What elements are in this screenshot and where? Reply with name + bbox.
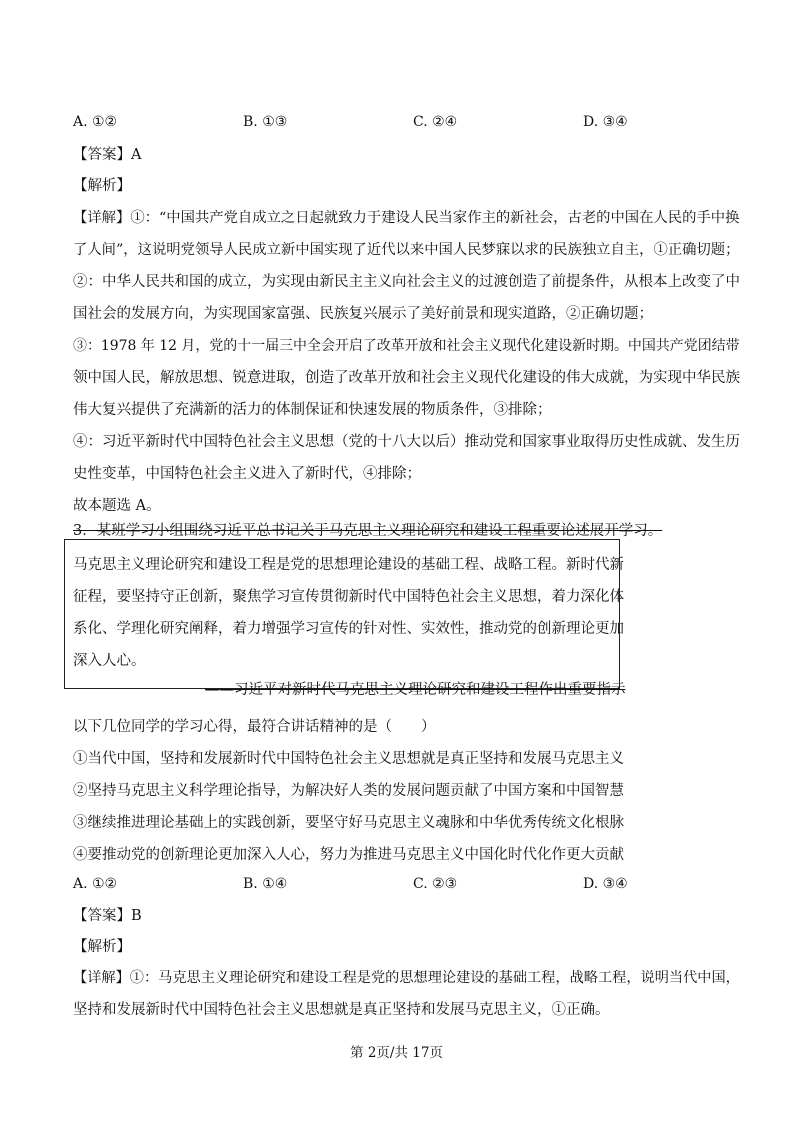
q2-detail-line: ④：习近平新时代中国特色社会主义思想（党的十八大以后）推动党和国家事业取得历史性成就、发生历 xyxy=(73,434,740,450)
q3-statement: ①当代中国，坚持和发展新时代中国特色社会主义思想就是真正坚持和发展马克思主义 xyxy=(73,751,624,767)
q2-detail-line: ③：1978 年 12 月，党的十一届三中全会开启了改革开放和社会主义现代化建设新时期。中国共产党团结带 xyxy=(73,338,740,354)
q2-detail-line: 史性变革，中国特色社会主义进入了新时代，④排除； xyxy=(73,466,421,482)
q2-detail-line: 国社会的发展方向，为实现国家富强、民族复兴展示了美好前景和现实道路，②正确切题； xyxy=(73,306,653,322)
q2-detail-line: ②：中华人民共和国的成立，为实现由新民主主义向社会主义的过渡创造了前提条件，从根本上改变了中 xyxy=(73,274,740,290)
quote-source: ——习近平对新时代马克思主义理论研究和建设工程作出重要指示 xyxy=(205,682,626,698)
q2-analysis-label: 【解析】 xyxy=(73,178,131,194)
q3-option-c: C. ②③ xyxy=(413,876,458,892)
q2-option-b: B. ①③ xyxy=(243,114,288,130)
q3-statement: ③继续推进理论基础上的实践创新，要坚守好马克思主义魂脉和中华优秀传统文化根脉 xyxy=(73,815,624,831)
q2-option-a: A. ①② xyxy=(73,114,118,130)
q2-detail-line: 领中国人民，解放思想、锐意进取，创造了改革开放和社会主义现代化建设的伟大成就，为实现中华民族 xyxy=(73,370,740,386)
q2-detail-line: 了人间”，这说明党领导人民成立新中国实现了近代以来中国人民梦寐以求的民族独立自主，①正确切题； xyxy=(73,242,740,258)
q3-option-b: B. ①④ xyxy=(243,876,288,892)
quote-line: 深入人心。 xyxy=(73,653,146,669)
q3-analysis-label: 【解析】 xyxy=(73,939,131,955)
q3-statement: ④要推动党的创新理论更加深入人心，努力为推进马克思主义中国化时代化作更大贡献 xyxy=(73,847,624,863)
q2-options xyxy=(73,114,673,134)
q3-detail-line: 【详解】①：马克思主义理论研究和建设工程是党的思想理论建设的基础工程，战略工程，说明当代中国， xyxy=(73,970,740,986)
q2-option-d: D. ③④ xyxy=(583,114,628,130)
q3-question: 以下几位同学的学习心得，最符合讲话精神的是（ ） xyxy=(73,719,436,735)
q2-conclusion: 故本题选 A。 xyxy=(73,498,161,514)
quote-line: 马克思主义理论研究和建设工程是党的思想理论建设的基础工程、战略工程。新时代新 xyxy=(73,557,624,573)
q3-options xyxy=(73,876,673,896)
q2-detail-line: 【详解】①：“中国共产党自成立之日起就致力于建设人民当家作主的新社会，古老的中国在人民的手中换 xyxy=(73,210,740,226)
q3-detail-line: 坚持和发展新时代中国特色社会主义思想就是真正坚持和发展马克思主义，①正确。 xyxy=(73,1002,610,1018)
q3-option-a: A. ①② xyxy=(73,876,118,892)
q2-detail-line: 伟大复兴提供了充满新的活力的体制保证和快速发展的物质条件，③排除； xyxy=(73,402,552,418)
quote-line: 征程，要坚持守正创新，聚焦学习宣传贯彻新时代中国特色社会主义思想，着力深化体 xyxy=(73,589,624,605)
quote-line: 系化、学理化研究阐释，着力增强学习宣传的针对性、实效性，推动党的创新理论更加 xyxy=(73,621,624,637)
q3-answer: 【答案】B xyxy=(73,908,142,924)
q2-option-c: C. ②④ xyxy=(413,114,458,130)
page-footer: 第 2页/共 17页 xyxy=(350,1045,443,1061)
q3-statement: ②坚持马克思主义科学理论指导，为解决好人类的发展问题贡献了中国方案和中国智慧 xyxy=(73,783,624,799)
q2-answer: 【答案】A xyxy=(73,147,142,163)
q3-option-d: D. ③④ xyxy=(583,876,628,892)
q3-stem: 3．某班学习小组围绕习近平总书记关于马克思主义理论研究和建设工程重要论述展开学习。 xyxy=(73,523,663,539)
